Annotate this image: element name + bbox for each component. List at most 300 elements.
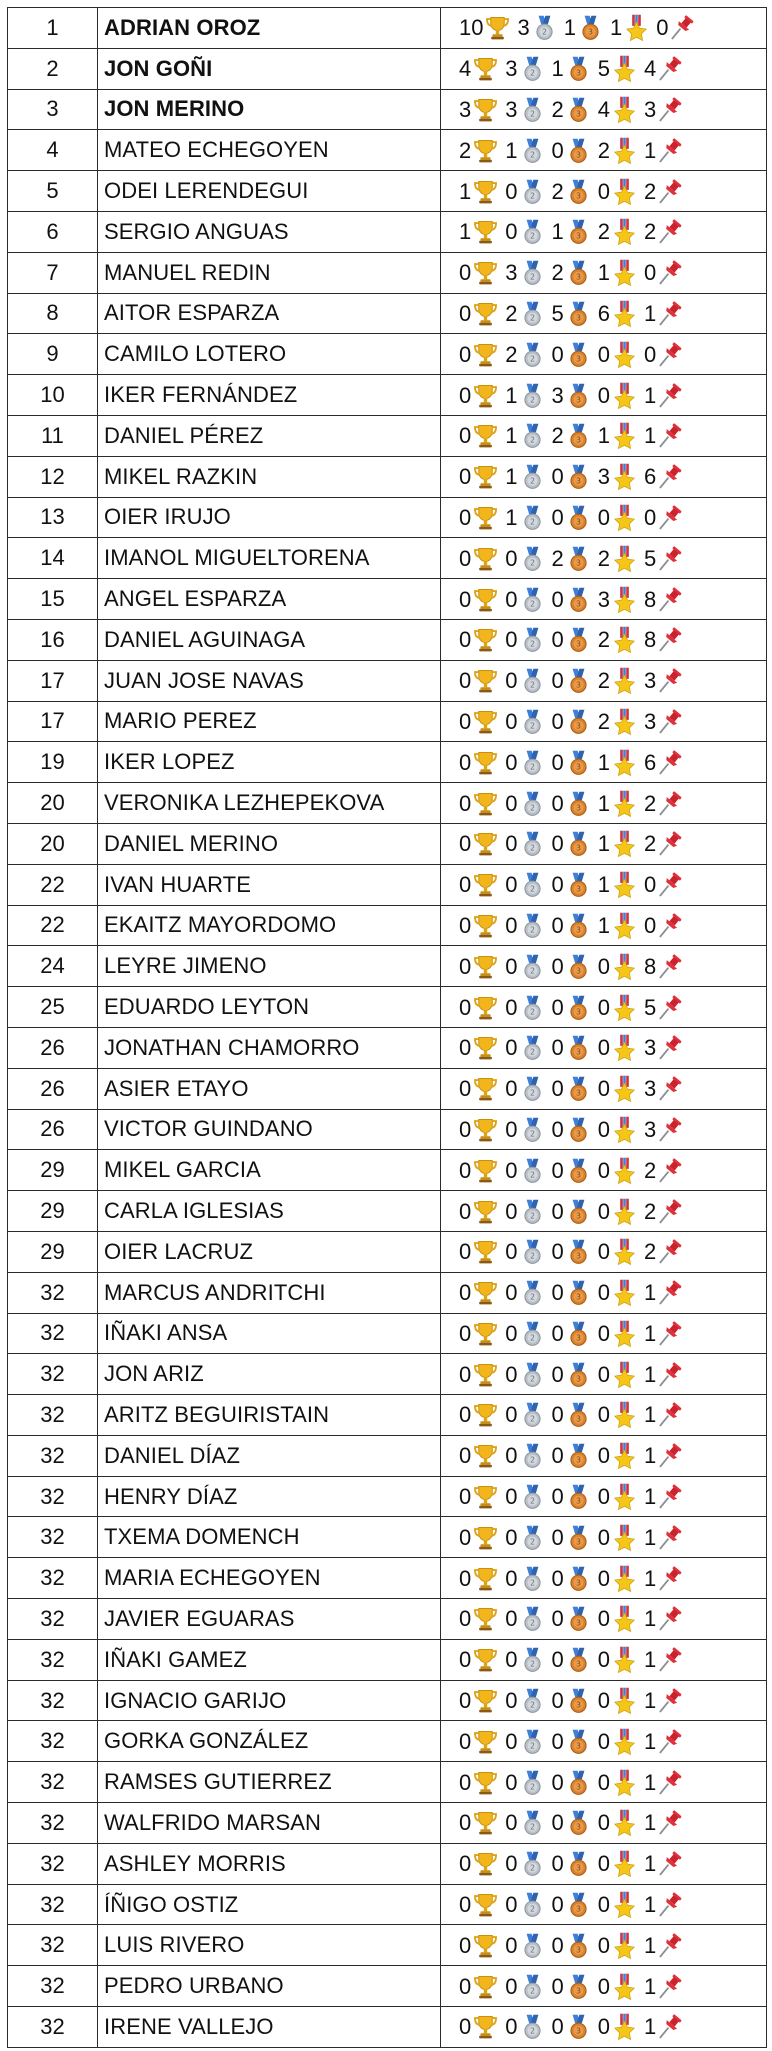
pins-count: 1	[644, 1443, 657, 1469]
rank-cell: 32	[8, 1803, 98, 1844]
rank-cell: 32	[8, 1762, 98, 1803]
pins-stat	[644, 463, 684, 490]
bronze-stat	[552, 871, 592, 898]
military-count: 0	[597, 1892, 610, 1918]
pins-stat	[644, 178, 684, 205]
silver-count: 0	[505, 749, 518, 775]
trophy-icon	[472, 1075, 499, 1102]
table-row	[8, 579, 767, 620]
trophies-stat	[459, 994, 499, 1021]
awards-cell	[441, 1395, 767, 1436]
pins-stat	[644, 1198, 684, 1225]
awards-cell	[441, 619, 767, 660]
pushpin-icon	[657, 1198, 684, 1225]
military-medal-icon	[611, 1483, 638, 1510]
pins-stat	[644, 1809, 684, 1836]
trophies-stat	[459, 1891, 499, 1918]
player-name-cell: LUIS RIVERO	[98, 1925, 441, 1966]
trophies-count: 0	[459, 627, 472, 653]
rank-cell: 32	[8, 1599, 98, 1640]
pushpin-icon	[657, 1891, 684, 1918]
awards-cell	[441, 783, 767, 824]
trophies-stat	[459, 2013, 499, 2040]
rank-cell: 22	[8, 905, 98, 946]
military-stat	[598, 586, 638, 613]
player-name-cell: IMANOL MIGUELTORENA	[98, 538, 441, 579]
trophies-stat	[459, 1198, 499, 1225]
table-row	[8, 538, 767, 579]
trophy-icon	[472, 1320, 499, 1347]
military-medal-icon	[611, 1973, 638, 2000]
military-count: 2	[597, 668, 610, 694]
leaderboard-table	[7, 7, 767, 2048]
player-name-cell: SERGIO ANGUAS	[98, 211, 441, 252]
awards-cell	[441, 2007, 767, 2048]
silver-count: 0	[505, 178, 518, 204]
silver-medal-icon	[519, 1769, 546, 1796]
rank-cell: 1	[8, 8, 98, 49]
military-stat	[598, 1565, 638, 1592]
pins-count: 1	[644, 1524, 657, 1550]
bronze-stat	[552, 218, 592, 245]
pins-count: 0	[644, 872, 657, 898]
trophies-count: 0	[459, 912, 472, 938]
silver-count: 0	[505, 1606, 518, 1632]
silver-count: 0	[505, 1116, 518, 1142]
silver-stat	[505, 55, 545, 82]
pushpin-icon	[657, 1687, 684, 1714]
bronze-count: 0	[551, 1524, 564, 1550]
military-medal-icon	[611, 1157, 638, 1184]
trophies-count: 0	[459, 464, 472, 490]
trophies-stat	[459, 1809, 499, 1836]
player-name-cell: ÍÑIGO OSTIZ	[98, 1884, 441, 1925]
pins-stat	[644, 586, 684, 613]
bronze-count: 0	[551, 1932, 564, 1958]
bronze-count: 0	[551, 137, 564, 163]
trophies-stat	[459, 137, 499, 164]
awards-cell	[441, 497, 767, 538]
pins-count: 1	[644, 300, 657, 326]
awards-cell	[441, 8, 767, 49]
pins-stat	[644, 1769, 684, 1796]
awards-cell	[441, 946, 767, 987]
bronze-count: 0	[551, 994, 564, 1020]
silver-medal-icon	[519, 504, 546, 531]
table-row	[8, 456, 767, 497]
player-name-cell: IRENE VALLEJO	[98, 2007, 441, 2048]
silver-count: 0	[505, 1688, 518, 1714]
silver-stat	[505, 790, 545, 817]
bronze-medal-icon	[565, 55, 592, 82]
military-stat	[598, 1687, 638, 1714]
pins-count: 6	[644, 464, 657, 490]
table-row	[8, 1395, 767, 1436]
bronze-medal-icon	[565, 422, 592, 449]
military-medal-icon	[611, 1361, 638, 1388]
bronze-medal-icon	[565, 1850, 592, 1877]
silver-stat	[505, 300, 545, 327]
silver-stat	[505, 178, 545, 205]
table-row	[8, 1721, 767, 1762]
bronze-stat	[552, 1198, 592, 1225]
player-name-cell: ARITZ BEGUIRISTAIN	[98, 1395, 441, 1436]
awards-cell	[441, 1313, 767, 1354]
bronze-medal-icon	[565, 912, 592, 939]
trophy-icon	[472, 504, 499, 531]
rank-cell: 16	[8, 619, 98, 660]
pins-count: 1	[644, 1688, 657, 1714]
table-row	[8, 701, 767, 742]
military-medal-icon	[611, 586, 638, 613]
pushpin-icon	[657, 1809, 684, 1836]
bronze-stat	[552, 2013, 592, 2040]
bronze-medal-icon	[565, 545, 592, 572]
trophy-icon	[472, 1442, 499, 1469]
awards-cell	[441, 1231, 767, 1272]
trophies-stat	[459, 1075, 499, 1102]
silver-stat	[505, 218, 545, 245]
silver-medal-icon	[519, 1728, 546, 1755]
bronze-medal-icon	[565, 1891, 592, 1918]
bronze-medal-icon	[577, 14, 604, 41]
bronze-medal-icon	[565, 586, 592, 613]
military-stat	[598, 341, 638, 368]
trophy-icon	[472, 463, 499, 490]
trophies-stat	[459, 1850, 499, 1877]
awards-cell	[441, 1762, 767, 1803]
silver-medal-icon	[519, 1361, 546, 1388]
pins-stat	[644, 994, 684, 1021]
bronze-stat	[552, 504, 592, 531]
silver-stat	[517, 14, 557, 41]
pins-stat	[644, 708, 684, 735]
awards-cell	[441, 1803, 767, 1844]
bronze-medal-icon	[565, 1973, 592, 2000]
pins-stat	[644, 912, 684, 939]
awards-cell	[441, 864, 767, 905]
silver-medal-icon	[519, 830, 546, 857]
pushpin-icon	[657, 1116, 684, 1143]
trophies-stat	[459, 1034, 499, 1061]
silver-stat	[505, 1279, 545, 1306]
silver-medal-icon	[519, 300, 546, 327]
military-medal-icon	[611, 1646, 638, 1673]
bronze-stat	[552, 1728, 592, 1755]
pins-count: 5	[644, 545, 657, 571]
bronze-medal-icon	[565, 2013, 592, 2040]
military-stat	[598, 830, 638, 857]
military-stat	[598, 871, 638, 898]
player-name-cell: MARIA ECHEGOYEN	[98, 1558, 441, 1599]
trophies-stat	[459, 953, 499, 980]
silver-stat	[505, 341, 545, 368]
pins-stat	[644, 1320, 684, 1347]
pins-stat	[644, 1687, 684, 1714]
pins-count: 1	[644, 1402, 657, 1428]
table-row	[8, 1884, 767, 1925]
pins-count: 2	[644, 219, 657, 245]
pushpin-icon	[657, 1483, 684, 1510]
bronze-medal-icon	[565, 1524, 592, 1551]
pushpin-icon	[657, 1646, 684, 1673]
silver-medal-icon	[519, 137, 546, 164]
pushpin-icon	[657, 1361, 684, 1388]
silver-medal-icon	[519, 667, 546, 694]
bronze-count: 2	[551, 96, 564, 122]
military-stat	[598, 1279, 638, 1306]
awards-cell	[441, 252, 767, 293]
bronze-medal-icon	[565, 790, 592, 817]
trophy-icon	[472, 1891, 499, 1918]
trophies-count: 0	[459, 831, 472, 857]
player-name-cell: ODEI LERENDEGUI	[98, 171, 441, 212]
table-row	[8, 905, 767, 946]
pins-stat	[644, 749, 684, 776]
trophies-count: 0	[459, 953, 472, 979]
military-stat	[598, 382, 638, 409]
bronze-count: 0	[551, 1851, 564, 1877]
awards-cell	[441, 293, 767, 334]
awards-cell	[441, 415, 767, 456]
trophy-icon	[472, 1565, 499, 1592]
rank-cell: 32	[8, 1721, 98, 1762]
silver-medal-icon	[519, 1932, 546, 1959]
rank-cell: 14	[8, 538, 98, 579]
bronze-medal-icon	[565, 1932, 592, 1959]
silver-count: 0	[505, 1443, 518, 1469]
trophies-count: 1	[459, 178, 472, 204]
trophies-stat	[459, 178, 499, 205]
silver-count: 3	[505, 56, 518, 82]
pins-count: 2	[644, 178, 657, 204]
silver-medal-icon	[519, 463, 546, 490]
trophy-icon	[472, 1524, 499, 1551]
awards-cell	[441, 171, 767, 212]
trophy-icon	[472, 1238, 499, 1265]
bronze-count: 0	[551, 790, 564, 816]
silver-medal-icon	[519, 953, 546, 980]
trophies-stat	[459, 667, 499, 694]
military-medal-icon	[611, 178, 638, 205]
military-count: 1	[597, 790, 610, 816]
trophies-count: 3	[459, 96, 472, 122]
military-medal-icon	[611, 1769, 638, 1796]
trophies-stat	[459, 1442, 499, 1469]
bronze-stat	[552, 1850, 592, 1877]
trophy-icon	[472, 137, 499, 164]
pins-stat	[644, 1279, 684, 1306]
bronze-medal-icon	[565, 1157, 592, 1184]
player-name-cell: OIER LACRUZ	[98, 1231, 441, 1272]
military-stat	[598, 1809, 638, 1836]
silver-medal-icon	[519, 749, 546, 776]
military-count: 0	[597, 1361, 610, 1387]
pins-stat	[644, 218, 684, 245]
pins-count: 1	[644, 1280, 657, 1306]
military-stat	[598, 300, 638, 327]
awards-cell	[441, 987, 767, 1028]
trophies-count: 0	[459, 1973, 472, 1999]
table-row	[8, 8, 767, 49]
military-count: 0	[597, 1484, 610, 1510]
silver-count: 0	[505, 627, 518, 653]
awards-cell	[441, 1639, 767, 1680]
silver-stat	[505, 953, 545, 980]
silver-count: 3	[505, 96, 518, 122]
pushpin-icon	[657, 953, 684, 980]
bronze-count: 1	[551, 219, 564, 245]
bronze-count: 0	[551, 1280, 564, 1306]
military-medal-icon	[611, 1198, 638, 1225]
pushpin-icon	[657, 218, 684, 245]
trophies-stat	[459, 463, 499, 490]
bronze-medal-icon	[565, 259, 592, 286]
military-medal-icon	[611, 422, 638, 449]
rank-cell: 29	[8, 1150, 98, 1191]
trophies-stat	[459, 1605, 499, 1632]
military-stat	[598, 790, 638, 817]
trophies-count: 0	[459, 545, 472, 571]
trophies-count: 0	[459, 1198, 472, 1224]
pins-stat	[644, 1850, 684, 1877]
military-medal-icon	[611, 953, 638, 980]
trophies-count: 0	[459, 1524, 472, 1550]
trophy-icon	[472, 341, 499, 368]
silver-count: 0	[505, 1892, 518, 1918]
pins-stat	[644, 1973, 684, 2000]
military-medal-icon	[611, 1809, 638, 1836]
military-stat	[598, 137, 638, 164]
military-count: 0	[597, 1851, 610, 1877]
military-count: 5	[597, 56, 610, 82]
table-row	[8, 252, 767, 293]
silver-stat	[505, 463, 545, 490]
player-name-cell: VICTOR GUINDANO	[98, 1109, 441, 1150]
pins-stat	[644, 96, 684, 123]
military-count: 0	[597, 994, 610, 1020]
pushpin-icon	[657, 341, 684, 368]
pins-stat	[644, 259, 684, 286]
bronze-count: 0	[551, 1157, 564, 1183]
trophies-count: 0	[459, 1484, 472, 1510]
bronze-medal-icon	[565, 341, 592, 368]
silver-count: 0	[505, 953, 518, 979]
trophies-stat	[459, 586, 499, 613]
table-row	[8, 1150, 767, 1191]
trophy-icon	[472, 1483, 499, 1510]
silver-count: 2	[505, 300, 518, 326]
silver-count: 0	[505, 1728, 518, 1754]
trophies-stat	[459, 55, 499, 82]
silver-medal-icon	[519, 1850, 546, 1877]
awards-cell	[441, 538, 767, 579]
pins-stat	[644, 830, 684, 857]
military-count: 2	[597, 219, 610, 245]
pins-stat	[644, 545, 684, 572]
pushpin-icon	[657, 790, 684, 817]
silver-count: 3	[517, 15, 530, 41]
bronze-stat	[552, 1524, 592, 1551]
pushpin-icon	[657, 1279, 684, 1306]
bronze-stat	[552, 178, 592, 205]
trophy-icon	[472, 382, 499, 409]
silver-count: 0	[505, 1484, 518, 1510]
bronze-count: 0	[551, 831, 564, 857]
pins-stat	[644, 2013, 684, 2040]
silver-count: 0	[505, 1198, 518, 1224]
player-name-cell: WALFRIDO MARSAN	[98, 1803, 441, 1844]
pins-stat	[644, 1646, 684, 1673]
pins-stat	[644, 55, 684, 82]
silver-medal-icon	[519, 1238, 546, 1265]
military-stat	[598, 912, 638, 939]
military-stat	[598, 422, 638, 449]
military-count: 1	[597, 872, 610, 898]
pins-stat	[644, 790, 684, 817]
player-name-cell: MARCUS ANDRITCHI	[98, 1272, 441, 1313]
bronze-count: 0	[551, 668, 564, 694]
trophies-stat	[459, 1973, 499, 2000]
rank-cell: 26	[8, 1109, 98, 1150]
trophy-icon	[472, 1401, 499, 1428]
military-count: 0	[597, 1116, 610, 1142]
military-count: 0	[597, 504, 610, 530]
trophy-icon	[472, 1646, 499, 1673]
rank-cell: 29	[8, 1231, 98, 1272]
military-count: 0	[597, 1076, 610, 1102]
player-name-cell: CAMILO LOTERO	[98, 334, 441, 375]
bronze-count: 2	[551, 423, 564, 449]
awards-cell	[441, 660, 767, 701]
trophy-icon	[472, 1605, 499, 1632]
trophies-stat	[459, 1279, 499, 1306]
rank-cell: 20	[8, 783, 98, 824]
trophies-stat	[459, 1320, 499, 1347]
table-row	[8, 1313, 767, 1354]
military-count: 0	[597, 382, 610, 408]
trophies-count: 0	[459, 1606, 472, 1632]
silver-stat	[505, 626, 545, 653]
trophies-count: 0	[459, 1892, 472, 1918]
silver-count: 0	[505, 2014, 518, 2040]
military-medal-icon	[611, 994, 638, 1021]
silver-stat	[505, 1646, 545, 1673]
bronze-count: 0	[551, 1647, 564, 1673]
military-count: 0	[597, 1157, 610, 1183]
pins-stat	[644, 1728, 684, 1755]
pins-count: 1	[644, 1565, 657, 1591]
silver-medal-icon	[519, 586, 546, 613]
rank-cell: 3	[8, 89, 98, 130]
rank-cell: 4	[8, 130, 98, 171]
silver-stat	[505, 1605, 545, 1632]
rank-cell: 20	[8, 823, 98, 864]
trophies-count: 0	[459, 1647, 472, 1673]
silver-stat	[505, 1687, 545, 1714]
military-count: 3	[597, 464, 610, 490]
trophy-icon	[472, 749, 499, 776]
trophy-icon	[472, 178, 499, 205]
pins-stat	[644, 1401, 684, 1428]
trophy-icon	[472, 626, 499, 653]
trophy-icon	[472, 1198, 499, 1225]
pins-count: 1	[644, 382, 657, 408]
bronze-medal-icon	[565, 382, 592, 409]
military-stat	[598, 708, 638, 735]
trophies-count: 0	[459, 1157, 472, 1183]
trophy-icon	[472, 2013, 499, 2040]
